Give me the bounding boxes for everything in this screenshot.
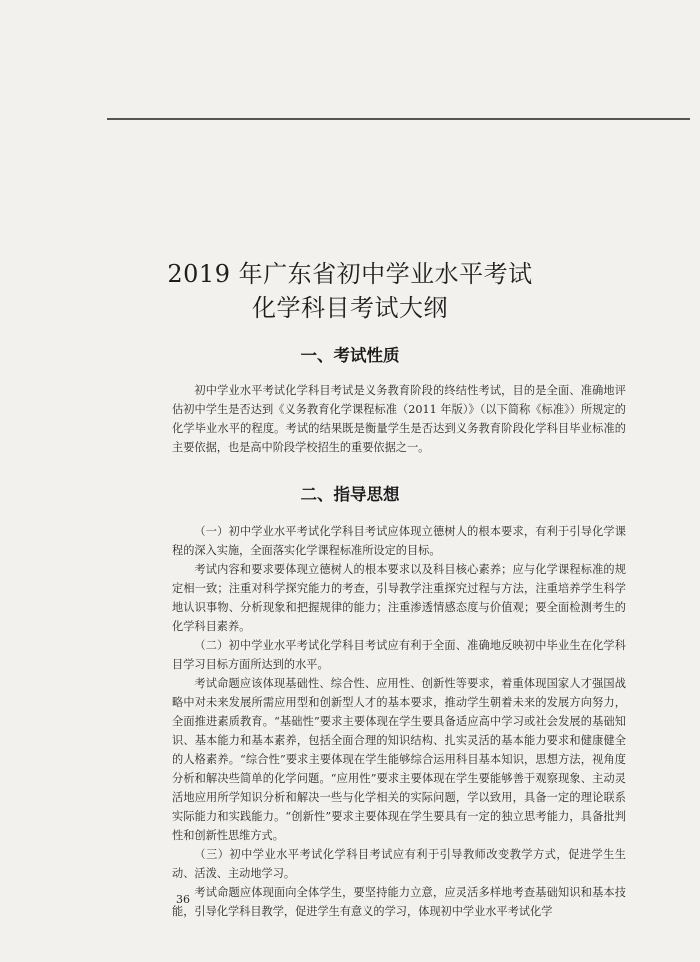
paragraph: （二）初中学业水平考试化学科目考试应有利于全面、准确地反映初中毕业生在化学科目学习目标方面所达到的水平。 xyxy=(172,639,626,671)
paragraph: 考试内容和要求要体现立德树人的根本要求以及科目核心素养；应与化学课程标准的规定相一致；注重对科学探究能力的考查，引导教学注重探究过程与方法，注重培养学生科学地认识事物、分析现象和把握规律的能力；注重渗透情感态度与价值观；要全面检测考生的化学科目素养。 xyxy=(172,563,626,633)
section-body-guiding-ideology xyxy=(172,522,626,921)
document-title-line-1: 2019 年广东省初中学业水平考试 xyxy=(167,260,533,288)
paragraph: 初中学业水平考试化学科目考试是义务教育阶段的终结性考试，目的是全面、准确地评估初中学生是否达到《义务教育化学课程标准（2011 年版）》（以下简称《标准》）所规定的化学毕业水平的程度。考试的结果既是衡量学生是否达到义务教育阶段化学科目毕业标准的主要依据，也是高中阶段学校招生的重要依据之一。 xyxy=(172,384,626,454)
document-title-line-2: 化学科目考试大纲 xyxy=(252,294,448,322)
paragraph: 考试命题应体现面向全体学生，要坚持能力立意，应灵活多样地考查基础知识和基本技能，引导化学科目教学，促进学生有意义的学习，体现初中学业水平考试化学 xyxy=(172,886,626,918)
section-body-exam-nature xyxy=(172,381,626,457)
paragraph: （三）初中学业水平考试化学科目考试应有利于引导教师改变教学方式，促进学生生动、活泼、主动地学习。 xyxy=(172,848,626,880)
page-number: 36 xyxy=(176,893,190,906)
section-heading-guiding-ideology: 二、指导思想 xyxy=(300,485,400,504)
paragraph: （一）初中学业水平考试化学科目考试应体现立德树人的根本要求，有利于引导化学课程的深入实施，全面落实化学课程标准所设定的目标。 xyxy=(172,525,626,557)
header-rule xyxy=(107,118,690,120)
section-heading-exam-nature: 一、考试性质 xyxy=(300,346,400,365)
paragraph: 考试命题应该体现基础性、综合性、应用性、创新性等要求，着重体现国家人才强国战略中对未来发展所需应用型和创新型人才的基本要求，推动学生朝着未来的发展方向努力，全面推进素质教育。“基础性”要求主要体现在学生要具备适应高中学习或社会发展的基础知识、基本能力和基本素养，包括全面合理的知识结构、扎实灵活的基本能力要求和健康健全的人格素养。“综合性”要求主要体现在学生能够综合运用科目基本知识，思想方法，视角度分析和解决些简单的化学问题。“应用性”要求主要体现在学生要能够善于观察现象、主动灵活地应用所学知识分析和解决一些与化学相关的实际问题，学以致用，具备一定的理论联系实际能力和实践能力。“创新性”要求主要体现在学生要具有一定的独立思考能力，具备批判性和创新性思维方式。 xyxy=(172,677,626,842)
